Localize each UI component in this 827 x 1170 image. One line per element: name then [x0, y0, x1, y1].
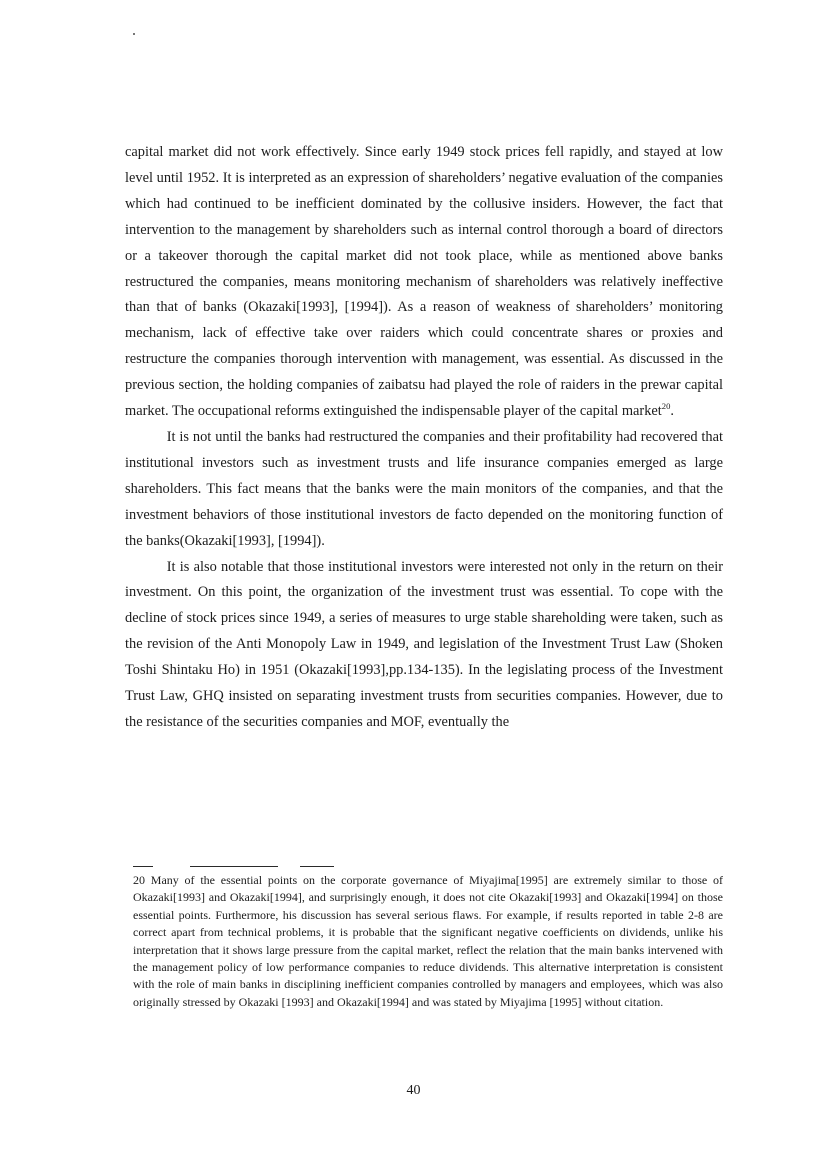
footnote-separator-2: [190, 866, 278, 867]
footnote-paragraph: [133, 872, 723, 1011]
page-number: 40: [406, 1083, 421, 1098]
footnote-reference: 20: [661, 401, 671, 412]
footnote: [133, 872, 723, 1011]
main-text: [125, 140, 723, 736]
footnote-number: 20: [133, 873, 145, 887]
footnote-separator-1: [133, 866, 153, 867]
paragraph-2: It is not until the banks had restructured the companies and their profitability had recovered that institutional investors such as investment trusts and life insurance companies emerged as large shareholders. This fact means that the banks were the main monitors of the companies, and that the investment behaviors of those institutional investors de facto depended on the monitoring function of the banks(Okazaki[1993], [1994]).: [125, 428, 723, 549]
footnote-reference-suffix: .: [670, 403, 675, 420]
footnote-text: Many of the essential points on the corporate governance of Miyajima[1995] are extremely similar to those of Okazaki[1993] and Okazaki[1994], and surprisingly enough, it does not cite Okazaki[1993] and Okazaki[1994] on those essential points. Furthermore, his discussion has several serious flaws. For example, if results reported in table 2-8 are correct apart from technical problems, it is probable that the significant negative coefficients on dividends, unlike his interpretation that it shows large pressure from the capital market, reflect the relation that the main banks intervened with the management policy of low performance companies to reduce dividends. This alternative interpretation is consistent with the role of main banks in disciplining inefficient companies controlled by managers and employees, which was also originally stressed by Okazaki [1993] and Okazaki[1994] and was stated by Miyajima [1995] without citation.: [133, 873, 723, 1009]
paragraph-1: [125, 140, 723, 425]
scan-speck: [133, 33, 135, 35]
paragraph-3: It is also notable that those institutional investors were interested not only in the return on their investment. On this point, the organization of the investment trust was essential. To cope with the decline of stock prices since 1949, a series of measures to urge stable shareholding were taken, such as the revision of the Anti Monopoly Law in 1949, and legislation of the Investment Trust Law (Shoken Toshi Shintaku Ho) in 1951 (Okazaki[1993],pp.134-135). In the legislating process of the Investment Trust Law, GHQ insisted on separating investment trusts from securities companies. However, due to the resistance of the securities companies and MOF, eventually the: [125, 558, 723, 730]
footnote-separator-3: [300, 866, 334, 867]
paragraph-1-text: capital market did not work effectively. Since early 1949 stock prices fell rapidly, and stayed at low level until 1952. It is interpreted as an expression of shareholders’ negative evaluation of the companies which had continued to be inefficient dominated by the collusive insiders. However, the fact that intervention to the management by shareholders such as internal control thorough a board of directors or a takeover thorough the capital market did not took place, while as mentioned above banks restructured the companies, means monitoring mechanism of shareholders was relatively ineffective than that of banks (Okazaki[1993], [1994]). As a reason of weakness of shareholders’ monitoring mechanism, lack of effective take over raiders which could concentrate shares or proxies and restructure the companies thorough intervention with management, was essential. As discussed in the previous section, the holding companies of zaibatsu had played the role of raiders in the prewar capital market. The occupational reforms extinguished the indispensable player of the capital market: [125, 144, 723, 420]
